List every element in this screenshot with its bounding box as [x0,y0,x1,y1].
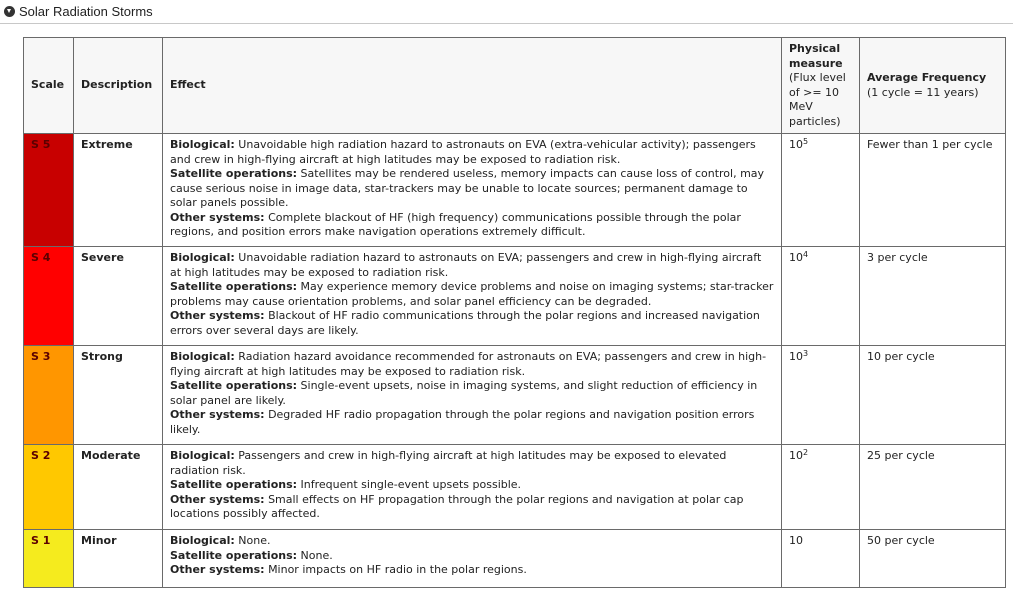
header-frequency-subtitle: (1 cycle = 11 years) [867,85,979,99]
biological-label: Biological: [170,251,235,264]
physical-measure-cell [782,134,860,247]
measure-base: 10 [789,534,803,547]
biological-label: Biological: [170,138,235,151]
scale-level: S 2 [31,449,51,462]
other-label: Other systems: [170,408,265,421]
effect-other [170,309,774,338]
header-scale: Scale [24,38,74,134]
scale-level: S 4 [31,251,51,264]
scale-level-cell [24,445,74,530]
collapse-toggle-icon[interactable] [4,6,15,17]
physical-measure-cell [782,445,860,530]
other-label: Other systems: [170,309,265,322]
satellite-text: Single-event upsets, noise in imaging systems, and slight reduction of efficiency in solar panel are likely. [170,379,758,407]
frequency-text: 3 per cycle [867,251,928,264]
description-cell [74,530,163,588]
header-description: Description [74,38,163,134]
scale-level-cell [24,530,74,588]
other-text: Degraded HF radio propagation through the polar regions and navigation position errors likely. [170,408,755,436]
satellite-text: Infrequent single-event upsets possible. [300,478,522,491]
effect-cell [163,445,782,530]
frequency-text: Fewer than 1 per cycle [867,138,993,151]
effect-other [170,493,774,522]
scale-level-cell [24,346,74,445]
effect-other [170,408,774,437]
effect-biological [170,138,774,167]
description-text: Severe [81,251,124,264]
effect-satellite [170,549,774,564]
satellite-label: Satellite operations: [170,478,298,491]
effect-satellite [170,478,774,493]
frequency-text: 10 per cycle [867,350,935,363]
table-row [24,346,1006,445]
biological-label: Biological: [170,350,235,363]
effect-biological [170,251,774,280]
measure-exponent: 3 [803,349,809,358]
satellite-label: Satellite operations: [170,167,298,180]
scale-level-cell [24,134,74,247]
scale-level: S 3 [31,350,51,363]
effect-satellite [170,379,774,408]
header-physical-measure [782,38,860,134]
section-title[interactable]: Solar Radiation Storms [19,4,153,19]
scale-level: S 5 [31,138,51,151]
other-text: Minor impacts on HF radio in the polar regions. [268,563,527,576]
table-body [24,134,1006,588]
measure-base: 10 [789,251,803,264]
description-cell [74,346,163,445]
effect-satellite [170,167,774,211]
effect-other [170,563,774,578]
effect-other [170,211,774,240]
other-label: Other systems: [170,492,265,506]
description-text: Moderate [81,449,141,462]
biological-label: Biological: [170,534,235,547]
frequency-cell [860,346,1006,445]
biological-text: Passengers and crew in high-flying aircraft at high latitudes may be exposed to elevated radiation risk. [170,449,727,477]
scale-level-cell [24,247,74,346]
effect-satellite [170,280,774,309]
biological-text: Unavoidable high radiation hazard to astronauts on EVA (extra-vehicular activity); passengers and crew in high-flying aircraft at high latitudes may be exposed to radiation risk. [170,138,756,166]
other-text: Small effects on HF propagation through the polar regions and navigation at polar cap locations possibly affected. [170,492,744,520]
description-text: Extreme [81,138,133,151]
frequency-cell [860,445,1006,530]
effect-cell [163,346,782,445]
effect-cell [163,530,782,588]
effect-cell [163,134,782,247]
table-row [24,134,1006,247]
other-label: Other systems: [170,563,265,576]
satellite-label: Satellite operations: [170,548,298,562]
measure-base: 10 [789,138,803,151]
satellite-label: Satellite operations: [170,379,298,392]
frequency-text: 50 per cycle [867,534,935,547]
header-average-frequency [860,38,1006,134]
table-row [24,530,1006,588]
physical-measure-cell [782,346,860,445]
description-cell [74,134,163,247]
effect-biological [170,449,774,478]
header-frequency-title: Average Frequency [867,71,987,84]
description-text: Strong [81,350,123,363]
biological-label: Biological: [170,449,235,462]
frequency-cell [860,247,1006,346]
description-text: Minor [81,534,117,547]
header-physical-title: Physical measure [789,42,843,70]
satellite-text: Satellites may be rendered useless, memory impacts can cause loss of control, may cause serious noise in image data, star-trackers may be unable to locate sources; permanent damage to solar panels possible. [170,167,765,209]
description-cell [74,247,163,346]
physical-measure-cell [782,530,860,588]
effect-biological [170,350,774,379]
satellite-text: None. [300,548,333,562]
frequency-cell [860,134,1006,247]
header-effect: Effect [163,38,782,134]
frequency-text: 25 per cycle [867,449,935,462]
biological-text: Radiation hazard avoidance recommended for astronauts on EVA; passengers and crew in high-flying aircraft at high latitudes may be exposed to radiation risk. [170,350,767,378]
measure-base: 10 [789,350,803,363]
table-row [24,445,1006,530]
other-text: Complete blackout of HF (high frequency) communications possible through the polar regions, and position errors make navigation operations extremely difficult. [170,210,741,238]
radiation-scale-table [23,37,1006,588]
description-cell [74,445,163,530]
other-label: Other systems: [170,210,265,224]
measure-exponent: 2 [803,448,809,457]
measure-exponent: 5 [803,137,809,146]
frequency-cell [860,530,1006,588]
measure-exponent: 4 [803,250,809,259]
measure-base: 10 [789,449,803,462]
effect-biological [170,534,774,549]
physical-measure-cell [782,247,860,346]
satellite-text: May experience memory device problems and noise on imaging systems; star-tracker problems may cause orientation problems, and solar panel efficiency can be degraded. [170,280,774,308]
header-physical-subtitle: (Flux level of >= 10 MeV particles) [789,71,846,128]
biological-text: Unavoidable radiation hazard to astronauts on EVA; passengers and crew in high-flying aircraft at high latitudes may be exposed to radiation risk. [170,251,762,279]
header-row [24,38,1006,134]
scale-level: S 1 [31,534,51,547]
effect-cell [163,247,782,346]
satellite-label: Satellite operations: [170,280,298,293]
section-header[interactable] [0,0,1013,24]
biological-text: None. [238,534,271,547]
table-row [24,247,1006,346]
other-text: Blackout of HF radio communications through the polar regions and increased navigation errors over several days are likely. [170,309,760,337]
